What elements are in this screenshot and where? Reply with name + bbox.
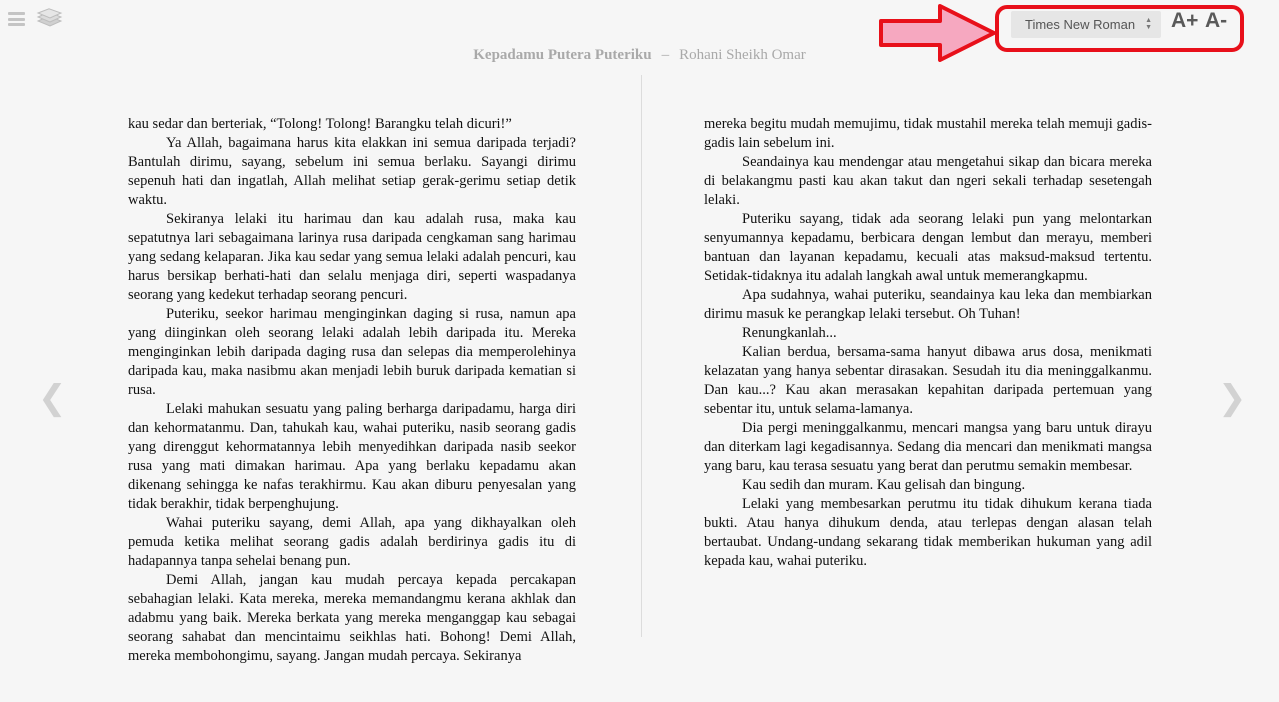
header-separator: – <box>661 47 670 63</box>
paragraph: Puteriku sayang, tidak ada seorang lelaki pun yang melontarkan senyumannya kepadamu, berbicara dengan lembut dan merayu, memberi bantuan dan layanan kepadamu, kecuali atas maksud-maksud tertentu. Setidak-tidaknya itu adalah langkah awal untuk memerangkapmu. <box>704 211 1152 284</box>
book-header <box>0 47 1279 64</box>
paragraph: Seandainya kau mendengar atau mengetahui sikap dan bicara mereka di belakangmu pasti kau akan takut dan ngeri sekali terhadap sesetengah lelaki. <box>704 154 1152 208</box>
top-left-toolbar <box>8 8 63 30</box>
right-page <box>704 115 1152 571</box>
paragraph: Kalian berdua, bersama-sama hanyut dibawa arus dosa, menikmati kelazatan yang hanya sebentar dirasakan. Sesudah itu dia meninggalkanmu. Dan kau...? Kau akan merasakan kepahitan daripada pertemuan yang sebentar itu, untuk selama-lamanya. <box>704 344 1152 417</box>
annotation-arrow-icon <box>878 4 998 62</box>
paragraph: kau sedar dan berteriak, “Tolong! Tolong! Barangku telah dicuri!” <box>128 116 512 132</box>
paragraph: Dia pergi meninggalkanmu, mencari mangsa yang baru untuk dirayu dan diterkam lagi kegadisannya. Sedang dia mencari dan menikmati mangsa yang baru, kau terasa sesuatu yang berat dan perutmu semakin membesar. <box>704 420 1152 474</box>
book-author: Rohani Sheikh Omar <box>679 47 806 63</box>
paragraph: Lelaki yang membesarkan perutmu itu tidak dihukum kerana tiada bukti. Atau hanya dihukum denda, atau terlepas dengan alasan telah bertaubat. Undang-undang sekarang tidak memberikan hukuman yang adil kepada kau, wahai puteriku. <box>704 496 1152 569</box>
next-page-button[interactable]: ❯ <box>1218 378 1247 418</box>
hamburger-menu-icon[interactable] <box>8 11 25 27</box>
paragraph: Demi Allah, jangan kau mudah percaya kepada percakapan sebahagian lelaki. Kata mereka, mereka memandangmu kerana akhlak dan adabmu yang baik. Mereka berkata yang mereka menganggap kau sebagai seorang sahabat dan mencintaimu seikhlas hati. Bohong! Demi Allah, mereka membohongimu, sayang. Jangan mudah percaya. Sekiranya <box>128 572 576 664</box>
decrease-font-button[interactable]: A- <box>1205 9 1228 32</box>
stacked-books-icon[interactable] <box>35 8 63 30</box>
left-page <box>128 115 576 666</box>
paragraph: Sekiranya lelaki itu harimau dan kau adalah rusa, maka kau sepatutnya lari sebagaimana larinya rusa daripada cengkaman sang harimau yang sedang kelaparan. Jika kau sedar yang semua lelaki adalah pencuri, kau harus bersikap berhati-hati dan selalu menjaga diri, seperti waspadanya seorang yang kedekut terhadap seorang pencuri. <box>128 211 576 303</box>
paragraph: Wahai puteriku sayang, demi Allah, apa yang dikhayalkan oleh pemuda ketika melihat seorang gadis adalah berdirinya gadis itu di hadapannya tanpa sehelai benang pun. <box>128 515 576 569</box>
paragraph: Kau sedih dan muram. Kau gelisah dan bingung. <box>742 477 1026 493</box>
font-family-value: Times New Roman <box>1025 17 1136 32</box>
font-family-select[interactable] <box>1011 11 1161 38</box>
increase-font-button[interactable]: A+ <box>1171 9 1199 32</box>
paragraph: Renungkanlah... <box>742 325 837 341</box>
page-divider <box>641 75 642 637</box>
paragraph: Puteriku, seekor harimau menginginkan daging si rusa, namun apa yang diinginkan oleh seorang lelaki adalah lebih daripada itu. Mereka menginginkan lebih daripada daging rusa dan selepas dia memperolehinya daripada kau, maka nasibmu akan menjadi lebih buruk daripada kematian si rusa. <box>128 306 576 398</box>
book-title: Kepadamu Putera Puteriku <box>473 47 652 63</box>
paragraph: Apa sudahnya, wahai puteriku, seandainya kau leka dan membiarkan dirimu masuk ke perangkap lelaki tersebut. Oh Tuhan! <box>704 287 1152 322</box>
paragraph: mereka begitu mudah memujimu, tidak mustahil mereka telah memuji gadis-gadis lain sebelum ini. <box>704 116 1152 151</box>
select-arrows-icon: ▲ ▼ <box>1145 17 1152 31</box>
paragraph: Lelaki mahukan sesuatu yang paling berharga daripadamu, harga diri dan kehormatanmu. Dan, tahukah kau, wahai puteriku, nasib seorang gadis yang direnggut kehormatannya lebih menyedihkan daripada nasib seekor rusa yang mati dimakan harimau. Apa yang berlaku kepadamu akan dikenang sehingga ke nafas terakhirmu. Kau akan diburu penyesalan yang tidak berakhir, tidak berpenghujung. <box>128 401 576 512</box>
paragraph: Ya Allah, bagaimana harus kita elakkan ini semua daripada terjadi? Bantulah dirimu, sayang, sebelum ini semua berlaku. Sayangi dirimu sepenuh hati dan ingatlah, Allah melihat setiap gerak-gerimu setiap detik waktu. <box>128 135 576 208</box>
previous-page-button[interactable]: ❮ <box>38 378 67 418</box>
